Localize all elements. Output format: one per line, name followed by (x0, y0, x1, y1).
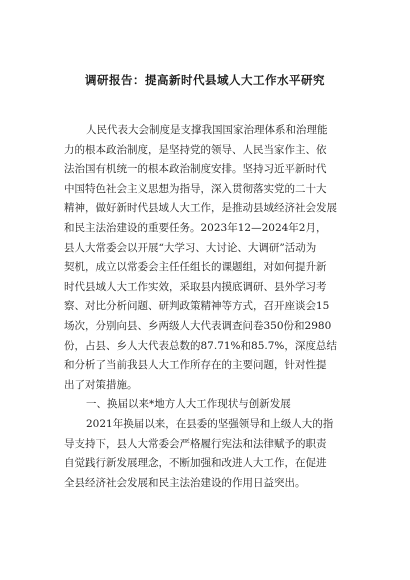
document-title: 调研报告：提高新时代县域人大工作水平研究 (85, 73, 325, 87)
paragraph-line: 察、对比分析问题、研判政策精神等方式，召开座谈会15 (64, 300, 330, 313)
paragraph-line: 力的根本政治制度，是坚持党的领导、人民当家作主、依 (64, 143, 327, 156)
paragraph-line: 出了对策措施。 (64, 378, 138, 391)
paragraph-line: 导支持下，县人大常委会严格履行宪法和法律赋予的职责 (64, 437, 327, 450)
paragraph-line: 法治国有机统一的根本政治制度安排。坚持习近平新时代 (64, 163, 327, 176)
paragraph-line: 县人大常委会以开展“大学习、大讨论、大调研”活动为 (64, 241, 317, 254)
paragraph-line: 自觉践行新发展理念，不断加强和改进人大工作，在促进 (64, 457, 327, 470)
paragraph-line: 时代县域人大工作实效，采取县内摸底调研、县外学习考 (64, 280, 327, 293)
paragraph-line: 人民代表大会制度是支撑我国国家治理体系和治理能 (86, 124, 328, 136)
paragraph-line: 场次，分别向县、乡两级人大代表调查问卷350份和2980 (64, 319, 332, 332)
paragraph-line: 份，占县、乡人大代表总数的87.71%和85.7%，深度总结 (64, 339, 337, 352)
paragraph-line: 中国特色社会主义思想为指导，深入贯彻落实党的二十大 (64, 182, 327, 195)
paragraph-line: 全县经济社会发展和民主法治建设的作用日益突出。 (64, 476, 306, 489)
paragraph-line: 2021年换届以来，在县委的坚强领导和上级人大的指 (86, 417, 334, 430)
paragraph-line: 精神，做好新时代县域人大工作，是推动县域经济社会发展 (64, 202, 337, 215)
paragraph-line: 和民主法治建设的重要任务。2023年12—2024年2月， (64, 221, 327, 234)
section-heading: 一、换届以来*地方人大工作现状与创新发展 (86, 398, 291, 411)
paragraph-line: 和分析了当前我县人大工作所存在的主要问题，针对性提 (64, 359, 327, 372)
document-body (64, 121, 352, 493)
paragraph-line: 契机，成立以常委会主任任组长的课题组，对如何提升新 (64, 261, 327, 274)
